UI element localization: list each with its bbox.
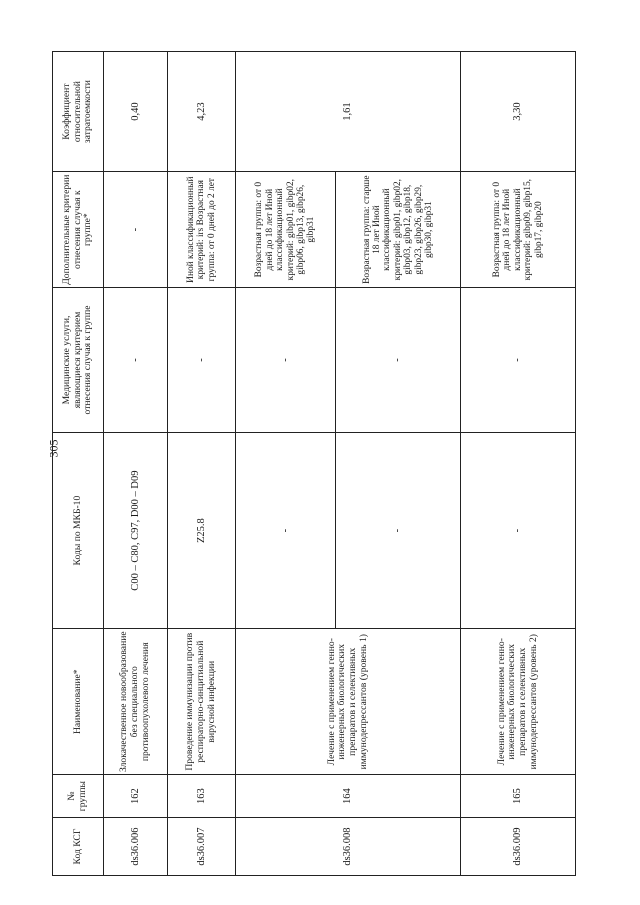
table-row	[104, 52, 168, 876]
table-row	[168, 52, 236, 876]
cell-group: 164	[236, 775, 461, 818]
cell-mkb: -	[461, 432, 576, 628]
cell-name: Злокачественное новообразование без специального противоопухолевого лечения	[104, 629, 168, 775]
cell-services: -	[236, 288, 336, 433]
cell-code: ds36.007	[168, 818, 236, 876]
header-group-no: № группы	[53, 775, 104, 818]
rotated-table-container	[52, 51, 575, 876]
header-code: Код КСГ	[53, 818, 104, 876]
cell-code: ds36.009	[461, 818, 576, 876]
cell-services: -	[461, 288, 576, 433]
ksg-table	[52, 51, 576, 876]
cell-extra: Возрастная группа: старше 18 лет Иной классификационный критерий: gibp01, gibp02, gibp03, gibp12, gibp18, gibp23, gibp26, gibp29, gibp30, gibp31	[336, 172, 461, 288]
header-extra-criteria: Дополнительные критерии отнесения случая к группе*	[53, 172, 104, 288]
cell-coefficient: 0,40	[104, 52, 168, 172]
cell-coefficient: 3,30	[461, 52, 576, 172]
cell-name: Лечение с применением генно-инженерных биологических препаратов и селективных иммунодепрессантов (уровень 2)	[461, 629, 576, 775]
cell-services: -	[336, 288, 461, 433]
header-coefficient: Коэффициент относительной затратоемкости	[53, 52, 104, 172]
cell-extra: Возрастная группа: от 0 дней до 18 лет Иной классификационный критерий: gibp09, gibp15, gibp17, gibp20	[461, 172, 576, 288]
cell-mkb: Z25.8	[168, 432, 236, 628]
table-row	[236, 52, 336, 876]
cell-name: Лечение с применением генно-инженерных биологических препаратов и селективных иммунодепрессантов (уровень 1)	[236, 629, 461, 775]
cell-name: Проведение иммунизации против респираторно-синцитиальной вирусной инфекции	[168, 629, 236, 775]
cell-group: 165	[461, 775, 576, 818]
header-mkb: Коды по МКБ-10	[53, 432, 104, 628]
cell-group: 162	[104, 775, 168, 818]
cell-services: -	[168, 288, 236, 433]
cell-extra: -	[104, 172, 168, 288]
cell-services: -	[104, 288, 168, 433]
table-row	[461, 52, 576, 876]
page-number: 305	[46, 439, 61, 458]
cell-extra: Иной классификационный критерий: irs Возрастная группа: от 0 дней до 2 лет	[168, 172, 236, 288]
cell-extra: Возрастная группа: от 0 дней до 18 лет Иной классификационный критерий: gibp01, gibp02, gibp06, gibp13, gibp26, gibp31	[236, 172, 336, 288]
cell-coefficient: 4,23	[168, 52, 236, 172]
cell-mkb: -	[236, 432, 336, 628]
table-header-row	[53, 52, 104, 876]
cell-code: ds36.008	[236, 818, 461, 876]
cell-mkb: -	[336, 432, 461, 628]
cell-coefficient: 1,61	[236, 52, 461, 172]
cell-code: ds36.006	[104, 818, 168, 876]
cell-mkb: C00 – C80, C97, D00 – D09	[104, 432, 168, 628]
header-services: Медицинские услуги, являющиеся критерием отнесения случая к группе	[53, 288, 104, 433]
cell-group: 163	[168, 775, 236, 818]
header-name: Наименование*	[53, 629, 104, 775]
